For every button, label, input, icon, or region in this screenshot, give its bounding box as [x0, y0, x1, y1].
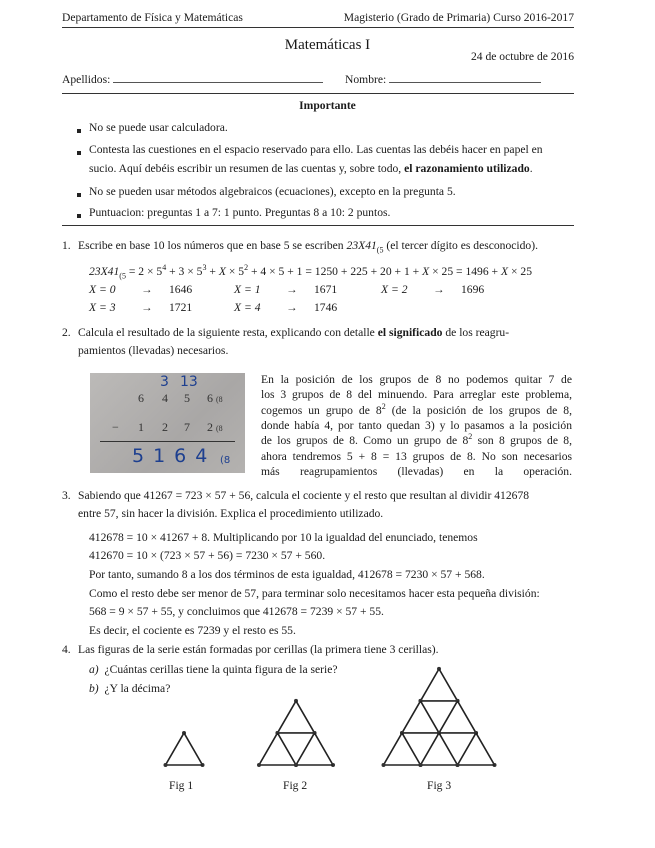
text-segment: Las figuras de la serie están formadas por cerillas (la primera tiene 3 cerillas).	[78, 643, 439, 656]
text-segment: (el tercer dígito es desconocido).	[383, 239, 538, 252]
case-x: X = 1	[234, 283, 261, 296]
text-segment: 23X41	[346, 239, 377, 252]
matchstick	[184, 733, 203, 765]
digit: 2	[207, 420, 213, 434]
digit-crossed: 5	[184, 391, 190, 405]
text-segment: Contesta las cuestiones en el espacio reservado para ello. Las cuentas las debéis hacer en papel en	[89, 143, 543, 156]
text-segment: donde había 4, por tanto quedan 3) y lo pasamos a la posición	[261, 418, 572, 432]
text-segment: X	[218, 265, 226, 278]
q4-number: 4.	[62, 643, 71, 656]
matchstick	[458, 701, 477, 733]
matchstick	[259, 733, 278, 765]
matchstick	[315, 733, 334, 765]
case-x: X = 0	[89, 283, 116, 296]
text-segment: de los reagru-	[442, 326, 510, 339]
header-department: Departamento de Física y Matemáticas	[62, 11, 243, 24]
text-segment: entre 57, sin hacer la división. Explica el procedimiento utilizado.	[78, 507, 384, 520]
text-segment: pamientos (llevadas) necesarios.	[78, 344, 229, 357]
match-head	[257, 763, 261, 767]
text-segment: 568 = 9 × 57 + 55, y concluimos que 412678 = 7239 × 57 + 55.	[89, 605, 384, 618]
matchstick	[458, 733, 477, 765]
text-segment: Puntuacion: preguntas 1 a 7: 1 punto. Preguntas 8 a 10: 2 puntos.	[89, 206, 391, 219]
matchstick	[439, 669, 458, 701]
text-segment: .	[529, 162, 533, 175]
matchstick	[296, 701, 315, 733]
text-segment: No se puede usar calculadora.	[89, 121, 228, 134]
matchstick	[166, 733, 185, 765]
arrow-icon: →	[141, 283, 153, 296]
matchstick	[421, 669, 440, 701]
text-segment: ahora tendremos 5 + 8 = 13 grupos de 8. No son necesarios	[261, 449, 572, 463]
text-segment: cogemos un grupo de 8	[261, 403, 382, 417]
text-segment: Como el resto debe ser menor de 57, para terminar solo necesitamos hacer esta pequeña división:	[89, 587, 540, 600]
match-head	[419, 763, 423, 767]
text-segment: X	[422, 265, 430, 278]
text-segment: Calcula el resultado de la siguiente resta, explicando con detalle	[78, 326, 378, 339]
title-text: Matemáticas I	[284, 37, 371, 53]
match-head	[382, 763, 386, 767]
text-segment: de los grupos de 8. Como un grupo de 8	[261, 434, 469, 448]
text-segment: el significado	[377, 326, 443, 339]
case-x: X = 2	[381, 283, 408, 296]
handwritten-result: 5164	[132, 445, 217, 467]
q1-number: 1.	[62, 239, 71, 252]
text-segment: el razonamiento utilizado	[404, 162, 530, 175]
base: (8	[216, 424, 223, 433]
text-segment: Escribe en base 10 los números que en base 5 se escriben	[78, 239, 347, 252]
matchstick	[402, 733, 421, 765]
text-segment: 3	[202, 263, 207, 273]
text-segment: 4	[162, 263, 167, 273]
text-segment: sucio. Aquí debéis escribir un resumen de las cuentas y, sobre todo,	[89, 162, 405, 175]
fig-label: Fig 3	[427, 779, 452, 792]
text-segment: los 3 grupos de 8 del minuendo. Para arreglar este problema,	[261, 388, 572, 402]
case-value: 1696	[461, 283, 485, 296]
part-text: ¿Y la décima?	[104, 682, 171, 695]
text-segment: +	[206, 265, 219, 278]
part-text: ¿Cuántas cerillas tiene la quinta figura de la serie?	[104, 663, 338, 676]
matchstick	[278, 733, 297, 765]
text-segment: Por tanto, sumando 8 a los dos términos de esta igualdad, 412678 = 7230 × 57 + 568.	[89, 568, 485, 581]
text-segment: + 4 × 5 + 1 = 1250 + 225 + 20 + 1 +	[248, 265, 423, 278]
q3-number: 3.	[62, 489, 71, 502]
text-segment: × 25 = 1496 +	[429, 265, 501, 278]
text-segment: = 2 × 5	[125, 265, 163, 278]
case-x: X = 3	[89, 301, 116, 314]
digit: 1	[138, 420, 144, 434]
matchstick	[402, 701, 421, 733]
matchstick	[278, 701, 297, 733]
text-segment: En la posición de los grupos de 8 no podemos quitar 7 de	[261, 373, 572, 386]
text-segment: 2	[468, 432, 473, 442]
text-segment: 2	[244, 263, 249, 273]
text-segment: + 3 × 5	[166, 265, 203, 278]
name-label: Nombre:	[345, 73, 387, 86]
matchstick	[296, 733, 315, 765]
digit-crossed: 4	[162, 391, 168, 405]
matchstick	[421, 733, 440, 765]
text-segment: Es decir, el cociente es 7239 y el resto es 55.	[89, 624, 296, 637]
case-value: 1646	[169, 283, 193, 296]
match-head	[164, 763, 168, 767]
text-segment: Sabiendo que 41267 = 723 × 57 + 56, calcula el cociente y el resto que resultan al dividir 412678	[78, 489, 530, 502]
matchstick	[384, 733, 403, 765]
correction: 3	[160, 374, 169, 390]
match-head	[294, 763, 298, 767]
digit: 6	[207, 391, 213, 405]
arrow-icon: →	[141, 301, 153, 314]
text-segment: 2	[381, 401, 386, 411]
arrow-icon: →	[286, 283, 298, 296]
text-segment: × 25	[508, 265, 533, 278]
text-segment: × 5	[225, 265, 245, 278]
text-segment: son 8 grupos de 8,	[472, 434, 573, 448]
matchstick	[476, 733, 495, 765]
important-heading: Importante	[299, 99, 356, 112]
digit: 7	[184, 420, 190, 434]
match-head	[456, 763, 460, 767]
digit: 2	[162, 420, 168, 434]
matchstick	[421, 701, 440, 733]
fig-label: Fig 1	[169, 779, 194, 792]
case-x: X = 4	[234, 301, 261, 314]
text-segment: 412678 = 10 × 41267 + 8. Multiplicando por 10 la igualdad del enunciado, tenemos	[89, 531, 478, 544]
surname-label: Apellidos:	[62, 73, 111, 86]
part-label: a)	[89, 663, 99, 676]
arrow-icon: →	[286, 301, 298, 314]
q2-number: 2.	[62, 326, 71, 339]
case-value: 1746	[314, 301, 338, 314]
text-segment: 412670 = 10 × (723 × 57 + 56) = 7230 × 57 + 560.	[89, 549, 326, 562]
text-segment: (de la posición de los grupos de 8,	[385, 403, 572, 417]
correction: 13	[180, 374, 198, 390]
header-course: Magisterio (Grado de Primaria) Curso 2016-2017	[343, 11, 574, 24]
matchstick	[439, 733, 458, 765]
arrow-icon: →	[433, 283, 445, 296]
text-segment: más reagrupamientos (llevadas) en la operación.	[261, 464, 572, 478]
text-segment: X	[501, 265, 509, 278]
case-value: 1671	[314, 283, 338, 296]
fig-label: Fig 2	[283, 779, 308, 792]
text-segment: No se pueden usar métodos algebraicos (ecuaciones), excepto en la pregunta 5.	[89, 185, 456, 198]
part-label: b)	[89, 682, 99, 695]
text-segment: (5	[376, 245, 384, 255]
exam-date: 24 de octubre de 2016	[470, 50, 574, 63]
case-value: 1721	[169, 301, 193, 314]
text-segment: (5	[119, 271, 126, 281]
handwritten-base: (8	[220, 455, 231, 466]
text-segment: 23X41	[89, 265, 120, 278]
digit: 6	[138, 391, 144, 405]
base: (8	[216, 395, 223, 404]
minus-sign: −	[112, 420, 119, 434]
matchstick	[439, 701, 458, 733]
